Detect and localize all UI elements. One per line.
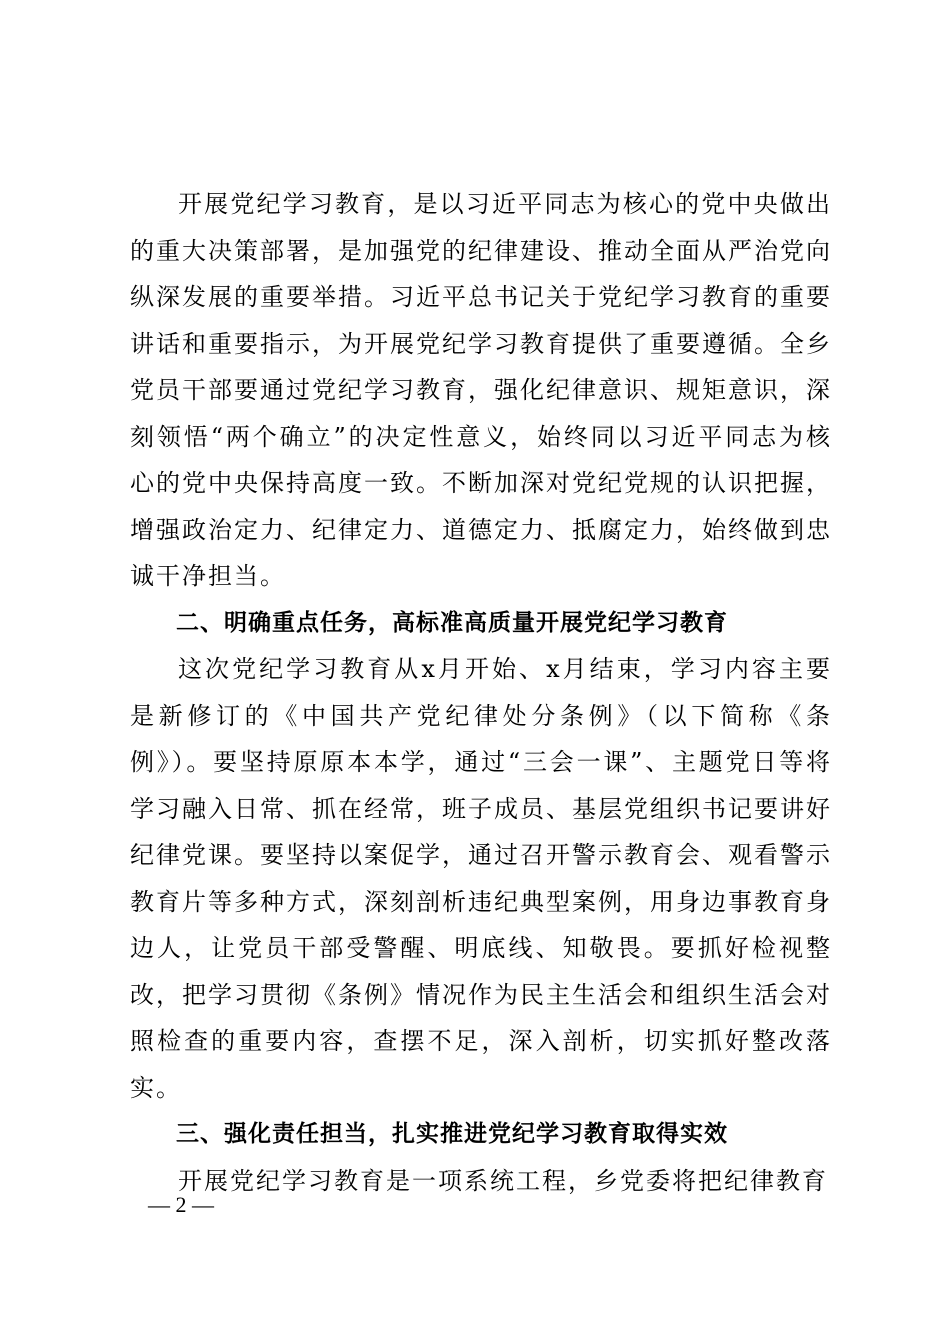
section-heading-2: 二、明确重点任务，高标准高质量开展党纪学习教育 [176,609,728,636]
paragraph-section-3: 开展党纪学习教育是一项系统工程，乡党委将把纪律教育 [178,1166,828,1195]
section-heading-3: 三、强化责任担当，扎实推进党纪学习教育取得实效 [176,1121,728,1147]
paragraph-section-2: 这次党纪学习教育从x月开始、x月结束，学习内容主要是新修订的《中国共产党纪律处分条例》（以下简称《条例》）。要坚持原原本本学，通过“三会一课”、主题党日等将学习融入日常、抓在经常，班子成员、基层党组织书记要讲好纪律党课。要坚持以案促学，通过召开警示教育会、观看警示教育片等多种方式，深刻剖析违纪典型案例，用身边事教育身边人，让党员干部受警醒、明底线、知敬畏。要抓好检视整改，把学习贯彻《条例》情况作为民主生活会和组织生活会对照检查的重要内容，查摆不足，深入剖析，切实抓好整改落实。 [130,655,832,1102]
page-number: — 2 — [148,1192,214,1217]
document-body [130,181,832,1204]
paragraph-intro: 开展党纪学习教育，是以习近平同志为核心的党中央做出的重大决策部署，是加强党的纪律建设、推动全面从严治党向纵深发展的重要举措。习近平总书记关于党纪学习教育的重要讲话和重要指示，为开展党纪学习教育提供了重要遵循。全乡党员干部要通过党纪学习教育，强化纪律意识、规矩意识，深刻领悟“两个确立”的决定性意义，始终同以习近平同志为核心的党中央保持高度一致。不断加深对党纪党规的认识把握，增强政治定力、纪律定力、道德定力、抵腐定力，始终做到忠诚干净担当。 [130,190,832,590]
